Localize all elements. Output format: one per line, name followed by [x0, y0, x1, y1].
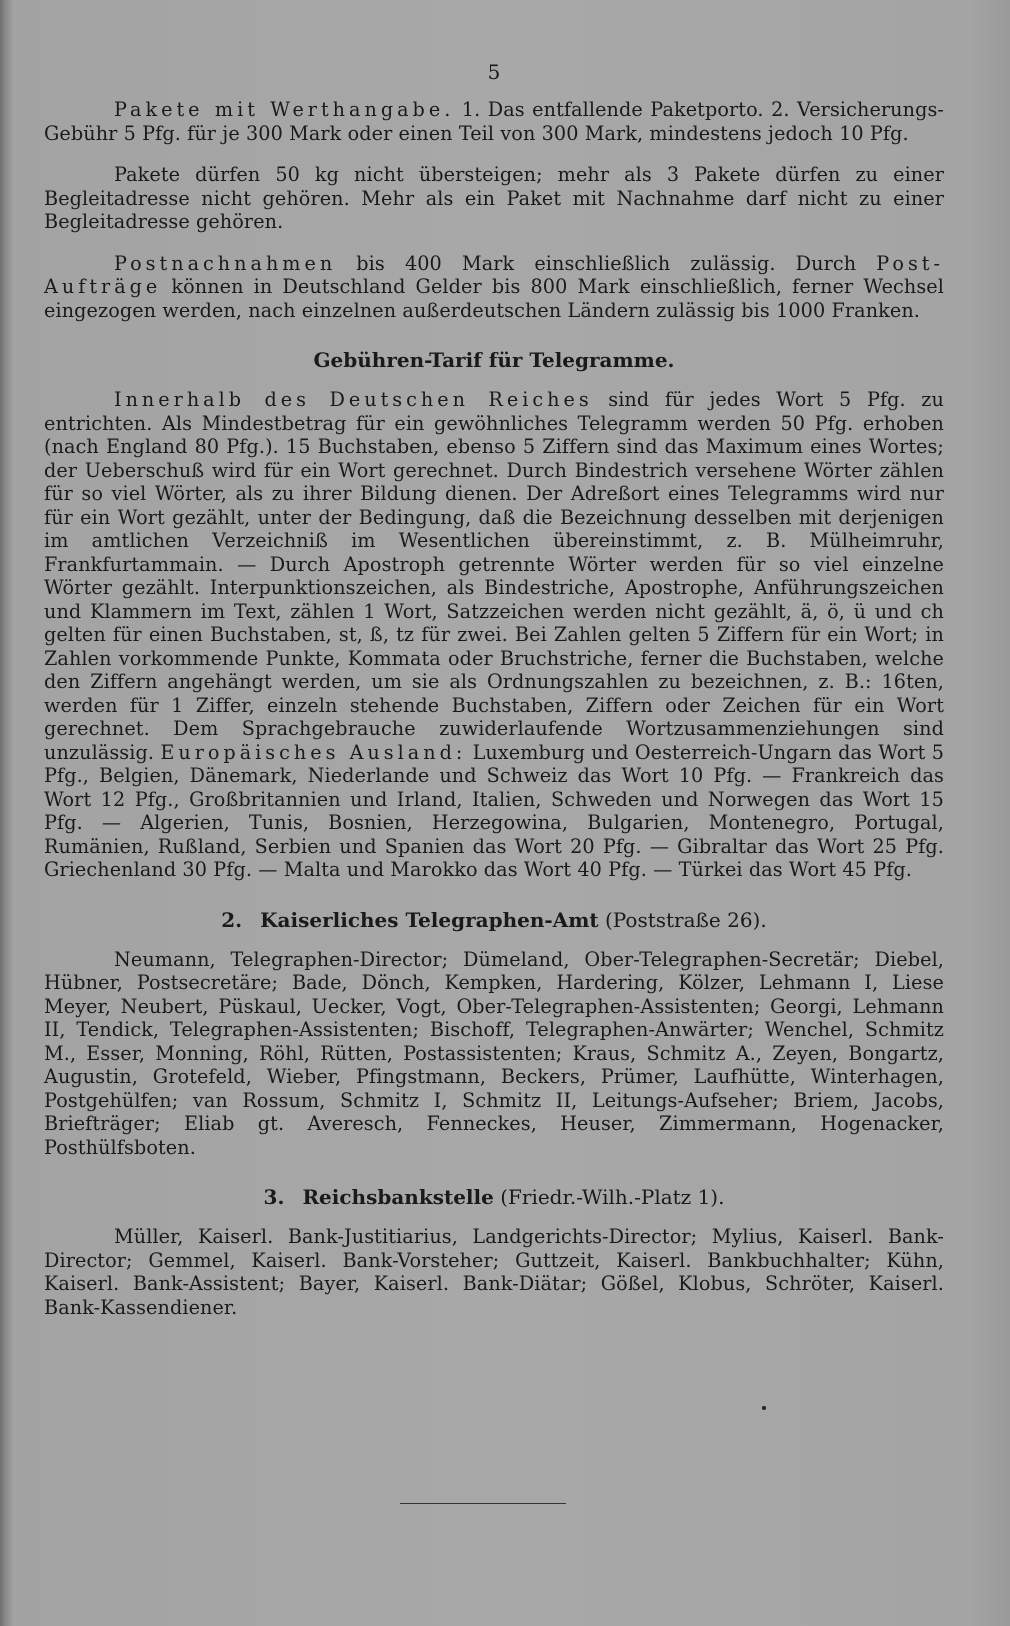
page-number: 5: [487, 60, 501, 84]
paragraph-telegraphen-amt-staff: Neumann, Telegraphen-Director; Dümeland, Ober-Telegraphen-Secretär; Diebel, Hübner, Postsecretäre; Bade, Dönch, Kempken, Hardering, Kölzer, Lehmann I, Liese Meyer, Neubert, Püskaul, Uecker, Vogt, Ober-Telegraphen-Assistenten; Georgi, Lehmann II, Tendick, Telegraphen-Assistenten; Bischoff, Telegraphen-Anwärter; Wenchel, Schmitz M., Esser, Monning, Röhl, Rütten, Postassistenten; Kraus, Schmitz A., Zeyen, Bongartz, Augustin, Grotefeld, Wieber, Pfingstmann, Beckers, Prümer, Laufhütte, Winterhagen, Postgehülfen; van Rossum, Schmitz I, Schmitz II, Leitungs-Aufseher; Briem, Jacobs, Briefträger; Eliab gt. Averesch, Fenneckes, Heuser, Zimmermann, Hogenacker, Posthülfsboten.: [44, 947, 944, 1159]
section-address-reichsbankstelle: (Friedr.-Wilh.-Platz 1).: [493, 1185, 725, 1209]
text-telegramm-1: sind für jedes Wort 5 Pfg. zu entrichten. Als Mindestbetrag für ein gewöhnliches Telegramm werden 50 Pfg. erhoben (nach England 80 Pfg.). 15 Buchstaben, ebenso 5 Ziffern sind das Maximum eines Wortes; der Ueberschuß wird für ein Wort gerechnet. Durch Bindestrich versehene Wörter zählen für so viel Wörter, als zu ihrer Bildung dienen. Der Adreßort eines Telegramms wird nur für ein Wort gezählt, unter der Bedingung, daß die Bezeichnung desselben mit derjenigen im amtlichen Verzeichniß im Wesentlichen übereinstimmt, z. B. Mülheimruhr, Frankfurtammain. — Durch Apostroph getrennte Wörter werden für so viel einzelne Wörter gezählt. Interpunktionszeichen, als Bindestriche, Apostrophe, Anführungszeichen und Klammern im Text, zählen 1 Wort, Satzzeichen werden nicht gezählt, ä, ö, ü und ch gelten für einen Buchstaben, st, ß, tz für zwei. Bei Zahlen gelten 5 Ziffern für ein Wort; in Zahlen vorkommende Punkte, Kommata oder Bruchstriche, ferner die Buchstaben, welche den Ziffern angehängt werden, um sie als Ordnungszahlen zu bezeichnen, z. B.: 16ten, werden für 1 Ziffer, einzeln stehende Buchstaben, Ziffern oder Zeichen für ein Wort gerechnet. Dem Sprachgebrauche zuwiderlaufende Wortzusammenziehungen sind unzulässig.: [44, 388, 944, 764]
section-title-reichsbankstelle: Reichsbankstelle: [302, 1185, 494, 1209]
lead-deutsches-reich: Innerhalb des Deutschen Reiches: [114, 388, 593, 411]
paragraph-reichsbank-staff: Müller, Kaiserl. Bank-Justitiarius, Landgerichts-Director; Mylius, Kaiserl. Bank-Director; Gemmel, Kaiserl. Bank-Vorsteher; Guttzeit, Kaiserl. Bankbuchhalter; Kühn, Kaiserl. Bank-Assistent; Bayer, Kaiserl. Bank-Diätar; Gößel, Klobus, Schröter, Kaiserl. Bank-Kassendiener.: [44, 1225, 944, 1319]
section-number-3: 3.: [263, 1185, 285, 1209]
lead-pakete-werthangabe: Pakete mit Werthangabe.: [114, 98, 455, 121]
section-address-telegraphen-amt: (Poststraße 26).: [598, 907, 767, 932]
section-number-2: 2.: [221, 907, 243, 932]
heading-reichsbankstelle: [44, 1185, 944, 1209]
text-pakete-werthangabe: 1. Das entfallende Paketporto. 2. Versicherungs-Gebühr 5 Pfg. für je 300 Mark oder einen Teil von 300 Mark, mindestens jedoch 10 Pfg.: [44, 98, 944, 145]
section-title-telegraphen-amt: Kaiserliches Telegraphen-Amt: [260, 907, 599, 932]
document-page: [44, 46, 944, 1337]
lead-post-auftraege: Post-Aufträge: [44, 251, 944, 298]
end-rule-divider: [400, 1503, 566, 1504]
text-postnachnahmen-2: können in Deutschland Gelder bis 800 Mark einschließlich, ferner Wechsel eingezogen werden, nach einzelnen außerdeutschen Ländern zulässig bis 1000 Franken.: [44, 275, 944, 322]
heading-telegraphen-amt: [44, 908, 944, 932]
print-speck: [762, 1406, 766, 1410]
lead-europaeisches-ausland: Europäisches Ausland:: [160, 740, 467, 764]
lead-postnachnahmen: Postnachnahmen: [114, 251, 337, 275]
paragraph-telegramm-tarif: [44, 388, 944, 882]
heading-telegramm-tarif: Gebühren-Tarif für Telegramme.: [313, 348, 675, 372]
paragraph-pakete-gewicht: Pakete dürfen 50 kg nicht übersteigen; mehr als 3 Pakete dürfen zu einer Begleitadresse nicht gehören. Mehr als ein Paket mit Nachnahme darf nicht zu einer Begleitadresse gehören.: [44, 163, 944, 233]
paragraph-pakete-werthangabe: [44, 98, 944, 145]
text-postnachnahmen-1: bis 400 Mark einschließlich zulässig. Durch: [336, 251, 877, 275]
text-telegramm-2: Luxemburg und Oesterreich-Ungarn das Wort 5 Pfg., Belgien, Dänemark, Niederlande und Schweiz das Wort 10 Pfg. — Frankreich das Wort 12 Pfg., Großbritannien und Irland, Italien, Schweden und Norwegen das Wort 15 Pfg. — Algerien, Tunis, Bosnien, Herzegowina, Bulgarien, Montenegro, Portugal, Rumänien, Rußland, Serbien und Spanien das Wort 20 Pfg. — Gibraltar das Wort 25 Pfg. Griechenland 30 Pfg. — Malta und Marokko das Wort 40 Pfg. — Türkei das Wort 45 Pfg.: [44, 740, 944, 881]
paragraph-postnachnahmen: [44, 252, 944, 323]
